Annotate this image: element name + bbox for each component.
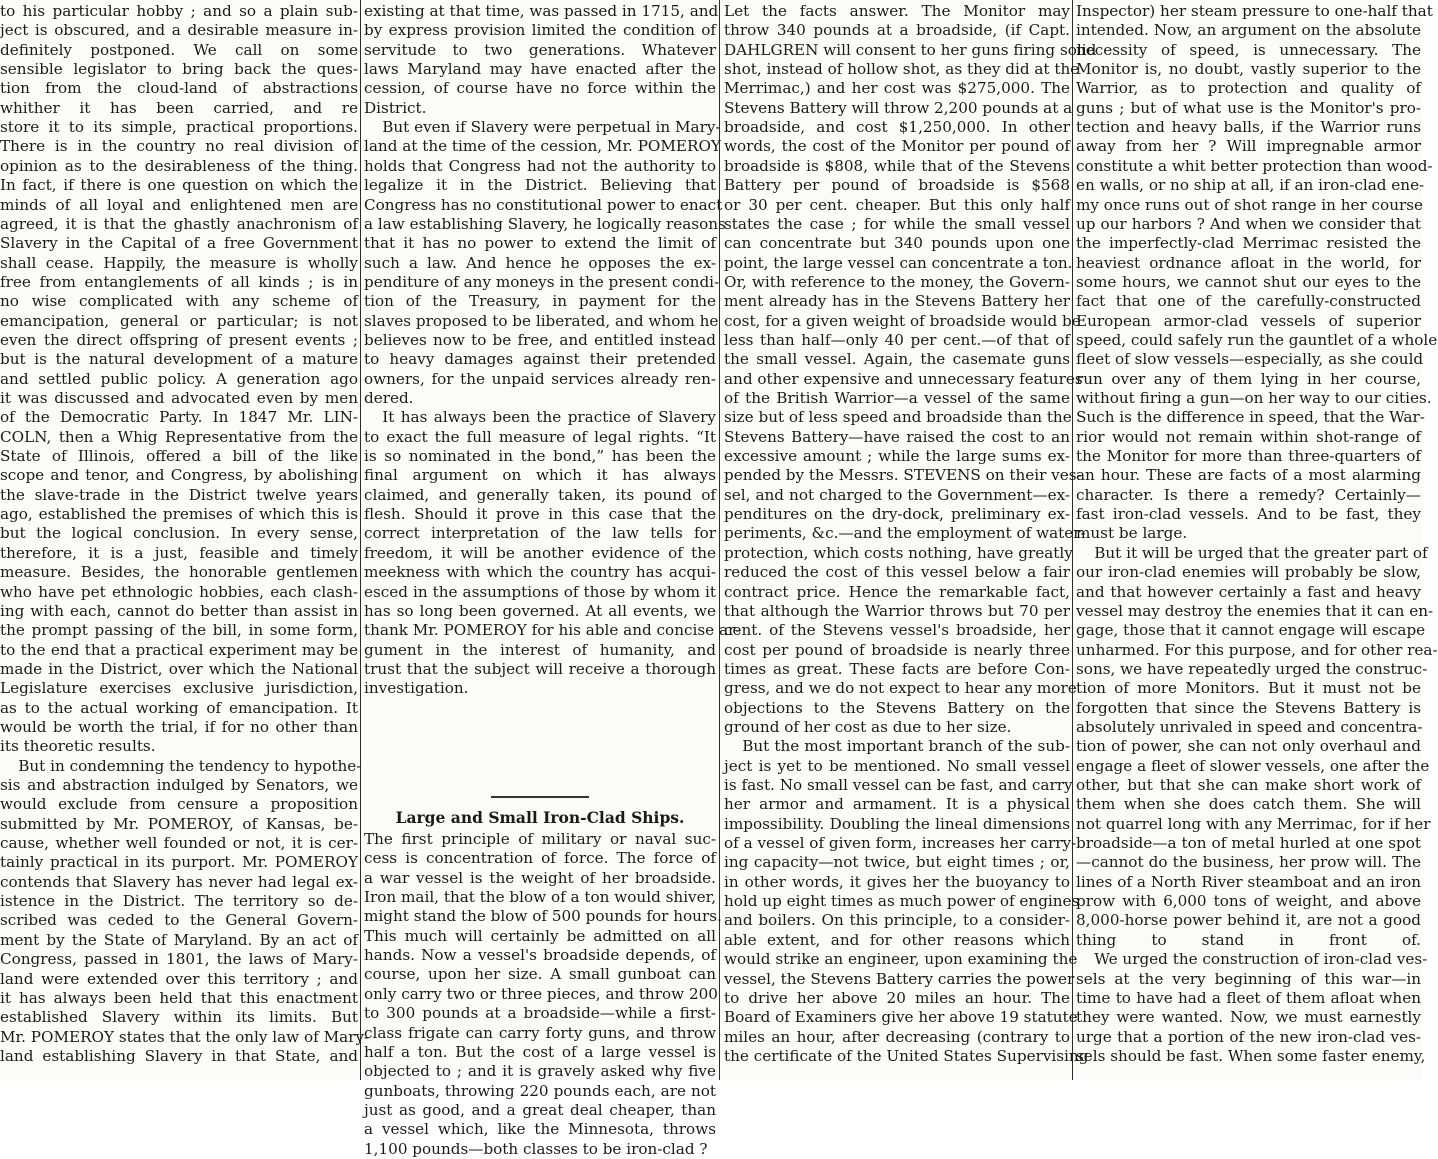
text-line: and that however certainly a fast and heavy xyxy=(1076,582,1421,601)
text-line: just as good, and a great deal cheaper, than xyxy=(364,1100,716,1119)
text-line: meekness with which the country has acqui- xyxy=(364,563,716,582)
text-line: miles an hour, after decreasing (contrary to xyxy=(724,1027,1070,1046)
text-line: agreed, it is that the ghastly anachronism of xyxy=(0,214,358,233)
text-line: The first principle of military or naval suc- xyxy=(364,830,716,848)
text-line: to heavy damages against their pretended xyxy=(364,350,716,369)
text-line: the certificate of the United States Supervising xyxy=(724,1046,1089,1065)
text-line: Or, with reference to the money, the Govern- xyxy=(724,272,1070,291)
text-line: tion of power, she can not only overhaul and xyxy=(1076,737,1421,756)
text-line: has so long been governed. At all events, we xyxy=(364,601,716,620)
text-line: must be large. xyxy=(1076,524,1188,543)
column-3 xyxy=(724,0,1097,1080)
text-line: ject is yet to be mentioned. No small vessel xyxy=(724,756,1070,775)
text-line: freedom, it will be another evidence of the xyxy=(364,543,716,562)
text-line: the small vessel. Again, the casemate guns xyxy=(724,350,1070,369)
text-line: her armor and armament. It is a physical xyxy=(724,795,1070,814)
text-line: throw 340 pounds at a broadside, (if Capt. xyxy=(724,21,1070,40)
text-line: COLN, then a Whig Representative from the xyxy=(0,427,358,446)
text-line: fast iron-clad vessels. And to be fast, they xyxy=(1076,505,1421,524)
text-line: intended. Now, an argument on the absolute xyxy=(1076,21,1421,40)
text-line: opinion as to the desirableness of the thing. xyxy=(0,156,358,175)
text-line: sensible legislator to bring back the ques- xyxy=(0,60,358,79)
text-line: to the end that a practical experiment may be xyxy=(0,640,358,659)
text-line: who have pet ethnologic hobbies, each clash- xyxy=(0,582,358,601)
text-line: esced in the assumptions of those by whom it xyxy=(364,582,716,601)
text-line: to his particular hobby ; and so a plain sub- xyxy=(0,2,358,20)
text-line: tion from the cloud-land of abstractions xyxy=(0,79,358,98)
text-line: urge that a portion of the new iron-clad ves- xyxy=(1076,1027,1421,1046)
text-line: periments, &c.—and the employment of water- xyxy=(724,524,1086,543)
text-line: But even if Slavery were perpetual in Mary- xyxy=(382,118,721,137)
text-line: flesh. Should it prove in this case that the xyxy=(364,505,716,524)
text-line: But the most important branch of the sub- xyxy=(742,737,1070,756)
text-line: broadside, and cost $1,250,000. In other xyxy=(724,118,1070,137)
text-line: character. Is there a remedy? Certainly— xyxy=(1076,485,1421,504)
text-line: submitted by Mr. POMEROY, of Kansas, be- xyxy=(0,814,358,833)
text-line: reduced the cost of this vessel below a fair xyxy=(724,563,1070,582)
text-line: slaves proposed to be liberated, and whom he xyxy=(364,311,719,330)
text-line: dered. xyxy=(364,389,414,407)
text-line: therefore, it is a just, feasible and timely xyxy=(0,543,358,562)
text-line: tion of more Monitors. But it must not be xyxy=(1076,679,1421,698)
text-line: lines of a North River steamboat and an iron xyxy=(1076,872,1421,891)
text-line: shall cease. Happily, the measure is wholly xyxy=(0,253,358,272)
text-line: of the British Warrior—a vessel of the same xyxy=(724,389,1070,407)
text-line: can concentrate but 340 pounds upon one xyxy=(724,234,1070,253)
text-line: land at the time of the cession, Mr. POMEROY xyxy=(364,137,721,156)
text-line: might stand the blow of 500 pounds for hours. xyxy=(364,907,722,926)
text-line: and boilers. On this principle, to a consider- xyxy=(724,911,1070,930)
section-separator xyxy=(491,796,590,798)
text-line: protection, which costs nothing, have greatly xyxy=(724,543,1073,562)
text-line: our iron-clad enemies will probably be slow, xyxy=(1076,563,1421,582)
text-line: minds of all loyal and enlightened men are xyxy=(0,195,358,214)
text-line: engage a fleet of slower vessels, one after the xyxy=(1076,756,1430,775)
text-line: it has always been held that this enactment xyxy=(0,988,358,1007)
text-line: gress, and we do not expect to hear any more xyxy=(724,679,1077,698)
text-line: believes now to be free, and entitled instead xyxy=(364,330,716,349)
text-line: Let the facts answer. The Monitor may xyxy=(724,2,1070,20)
text-line: not quarrel long with any Merrimac, for if her xyxy=(1076,814,1431,833)
text-line: and settled public policy. A generation ago xyxy=(0,369,358,388)
text-line: penditures on the dry-dock, preliminary ex- xyxy=(724,505,1070,524)
text-line: no wise complicated with any scheme of xyxy=(0,292,358,311)
text-line: would exclude from censure a proposition xyxy=(0,795,358,814)
text-line: Congress, passed in 1801, the laws of Mary- xyxy=(0,950,358,969)
text-line: Warrior, as to protection and quality of xyxy=(1076,79,1421,98)
text-line: ment already has in the Stevens Battery her xyxy=(724,292,1070,311)
text-line: But in condemning the tendency to hypothe- xyxy=(18,756,362,775)
text-line: time to have had a fleet of them afloat when xyxy=(1076,988,1421,1007)
text-line: This much will certainly be admitted on all xyxy=(364,926,716,945)
text-line: tainly practical in its purport. Mr. POMEROY xyxy=(0,853,358,872)
text-line: established Slavery within its limits. But xyxy=(0,1008,358,1027)
text-line: ment by the State of Maryland. By an act of xyxy=(0,930,358,949)
text-line: to 300 pounds at a broadside—while a first- xyxy=(364,1004,716,1023)
text-line: sis and abstraction indulged by Senators, we xyxy=(0,776,358,794)
text-line: Board of Examiners give her above 19 statute xyxy=(724,1008,1078,1027)
text-line: sels should be fast. When some faster enemy, xyxy=(1076,1046,1426,1065)
text-line: Stevens Battery—have raised the cost to an xyxy=(724,427,1070,446)
text-line: Mr. POMEROY states that the only law of Mary- xyxy=(0,1027,370,1046)
text-line: en walls, or no ship at all, if an iron-clad ene- xyxy=(1076,176,1425,195)
text-line: to exact the full measure of legal rights. “It xyxy=(364,427,716,446)
text-line: would be worth the trial, if for no other than xyxy=(0,717,358,736)
text-line: without firing a gun—on her way to our cities. xyxy=(1076,389,1432,407)
text-line: But it will be urged that the greater part of xyxy=(1094,543,1428,562)
text-line: point, the large vessel can concentrate a ton. xyxy=(724,253,1073,272)
text-line: cess is concentration of force. The force of xyxy=(364,849,716,868)
text-line: Slavery in the Capital of a free Government xyxy=(0,234,358,253)
text-line: There is in the country no real division of xyxy=(0,137,358,156)
text-line: impossibility. Doubling the lineal dimensions xyxy=(724,814,1070,833)
text-line: store it to its simple, practical proportions. xyxy=(0,118,358,137)
text-line: State of Illinois, offered a bill of the like xyxy=(0,447,358,466)
text-line: In fact, if there is one question on which the xyxy=(0,176,358,195)
text-line: Such is the difference in speed, that the War- xyxy=(1076,408,1425,427)
text-line: correct interpretation of the law tells for xyxy=(364,524,716,543)
text-line: It has always been the practice of Slavery xyxy=(382,408,716,427)
text-line: the imperfectly-clad Merrimac resisted the xyxy=(1076,234,1421,253)
text-line: fact that one of the carefully-constructed xyxy=(1076,292,1421,311)
text-line: a war vessel is the weight of her broadside. xyxy=(364,868,716,887)
text-line: its theoretic results. xyxy=(0,737,156,756)
text-line: objected to ; and it is gravely asked why five xyxy=(364,1062,716,1081)
text-line: servitude to two generations. Whatever xyxy=(364,40,716,59)
text-line: unharmed. For this purpose, and for other rea- xyxy=(1076,640,1438,659)
text-line: class frigate can carry forty guns, and throw xyxy=(364,1023,716,1042)
text-line: laws Maryland may have enacted after the xyxy=(364,60,716,79)
text-line: ject is obscured, and a desirable measure in- xyxy=(0,21,358,40)
text-line: the slave-trade in the District twelve years xyxy=(0,485,358,504)
text-line: Stevens Battery will throw 2,200 pounds at a xyxy=(724,98,1073,117)
text-line: gage, those that it cannot engage will escape xyxy=(1076,621,1426,640)
text-line: gunboats, throwing 220 pounds each, are not xyxy=(364,1081,716,1100)
text-line: tion of the Treasury, in payment for the xyxy=(364,292,716,311)
text-line: Battery per pound of broadside is $568 xyxy=(724,176,1070,195)
text-line: vessel may destroy the enemies that it can en- xyxy=(1076,601,1434,620)
text-line: thing to stand in front of. xyxy=(1076,930,1421,949)
text-line: that although the Warrior throws but 70 per xyxy=(724,601,1070,620)
column-rule xyxy=(360,0,361,1080)
text-line: ago, established the premises of which this is xyxy=(0,505,358,524)
text-line: an hour. These are facts of a most alarming xyxy=(1076,466,1421,485)
text-line: hold up eight times as much power of engines xyxy=(724,892,1080,911)
text-line: claimed, and generally taken, its pound of xyxy=(364,485,716,504)
text-line: land establishing Slavery in that State, and xyxy=(0,1046,358,1065)
text-line: cost per pound of broadside is nearly three xyxy=(724,640,1070,659)
text-line: size but of less speed and broadside than the xyxy=(724,408,1072,427)
text-line: but is the natural development of a mature xyxy=(0,350,358,369)
text-line: broadside is $808, while that of the Stevens xyxy=(724,156,1070,175)
text-line: fleet of slow vessels—especially, as she could xyxy=(1076,350,1424,369)
text-line: measure. Besides, the honorable gentlemen xyxy=(0,563,358,582)
text-line: District. xyxy=(364,98,427,117)
text-line: hands. Now a vessel's broadside depends, of xyxy=(364,946,716,965)
text-line: cession, of course have no force within the xyxy=(364,79,716,98)
text-line: course, upon her size. A small gunboat can xyxy=(364,965,716,984)
text-line: Merrimac,) and her cost was $275,000. The xyxy=(724,79,1070,98)
text-line: Legislature exercises exclusive jurisdiction, xyxy=(0,679,358,698)
text-line: cost, for a given weight of broadside would be xyxy=(724,311,1081,330)
text-line: investigation. xyxy=(364,679,469,698)
text-line: Inspector) her steam pressure to one-half that xyxy=(1076,2,1433,20)
text-line: owners, for the unpaid services already ren- xyxy=(364,369,716,388)
text-line: existing at that time, was passed in 1715, and xyxy=(364,2,719,20)
text-line: words, the cost of the Monitor per pound of xyxy=(724,137,1070,156)
text-line: guns ; but of what use is the Monitor's pro- xyxy=(1076,98,1421,117)
text-line: only carry two or three pieces, and throw 200 xyxy=(364,984,718,1003)
text-line: prow with 6,000 tons of weight, and above xyxy=(1076,892,1421,911)
text-line: is so nominated in the bond,” has been the xyxy=(364,447,716,466)
text-line: We urged the construction of iron-clad ves- xyxy=(1094,950,1428,969)
text-line: the prompt passing of the bill, in some form, xyxy=(0,621,358,640)
text-line: objections to the Stevens Battery on the xyxy=(724,698,1070,717)
text-line: and other expensive and unnecessary features xyxy=(724,369,1083,388)
text-line: istence in the District. The territory so de- xyxy=(0,892,358,911)
text-line: away from her ? Will impregnable armor xyxy=(1076,137,1421,156)
text-line: free from entanglements of all kinds ; is in xyxy=(0,272,358,291)
text-line: Congress has no constitutional power to enact xyxy=(364,195,723,214)
text-line: ing capacity—not twice, but eight times ; or, xyxy=(724,853,1070,872)
text-line: times as great. These facts are before Con- xyxy=(724,659,1070,678)
text-line: vessel, the Stevens Battery carries the power xyxy=(724,969,1075,988)
text-line: as to the actual working of emancipation. It xyxy=(0,698,358,717)
text-line: of a vessel of given form, increases her carry- xyxy=(724,834,1077,853)
text-line: emancipation, general or particular; is not xyxy=(0,311,358,330)
text-line: sel, and not charged to the Government—ex- xyxy=(724,485,1070,504)
text-line: sons, we have repeatedly urged the construc- xyxy=(1076,659,1428,678)
text-line: my once runs out of shot range in her course xyxy=(1076,195,1424,214)
text-line: the Monitor for more than three-quarters of xyxy=(1076,447,1421,466)
text-line: ground of her cost as due to her size. xyxy=(724,717,1012,736)
text-line: speed, could safely run the gauntlet of a whole xyxy=(1076,330,1438,349)
article-heading: Large and Small Iron-Clad Ships. xyxy=(395,808,685,827)
text-line: forgotten that since the Stevens Battery is xyxy=(1076,698,1421,717)
text-line: they were wanted. Now, we must earnestly xyxy=(1076,1008,1421,1027)
text-line: or 30 per cent. cheaper. But this only half xyxy=(724,195,1070,214)
column-2 xyxy=(364,0,741,1158)
text-line: trust that the subject will receive a thorough xyxy=(364,659,716,678)
text-line: whither it has been carried, and re xyxy=(0,98,358,117)
text-line: legalize it in the District. Believing that xyxy=(364,176,716,195)
text-line: by express provision limited the condition of xyxy=(364,21,716,40)
text-line: to drive her above 20 miles an hour. The xyxy=(724,988,1070,1007)
text-line: them when she does catch them. She will xyxy=(1076,795,1421,814)
text-line: less than half—only 40 per cent.—of that of xyxy=(724,330,1070,349)
text-line: heaviest ordnance afloat in the world, for xyxy=(1076,253,1421,272)
text-line: would strike an engineer, upon examining the xyxy=(724,950,1078,969)
text-line: 1,100 pounds—both classes to be iron-clad ? xyxy=(364,1139,708,1158)
text-line: shot, instead of hollow shot, as they did at the xyxy=(724,60,1080,79)
text-line: able extent, and for other reasons which xyxy=(724,930,1070,949)
text-line: rior would not remain within shot-range of xyxy=(1076,427,1421,446)
text-line: DAHLGREN will consent to her guns firing solid xyxy=(724,40,1097,59)
text-line: up our harbors ? And when we consider that xyxy=(1076,214,1421,233)
text-line: final argument on which it has always xyxy=(364,466,716,485)
text-line: contract price. Hence the remarkable fact, xyxy=(724,582,1070,601)
text-line: necessity of speed, is unnecessary. The xyxy=(1076,40,1421,59)
text-line: contends that Slavery has never had legal ex- xyxy=(0,872,358,891)
column-1 xyxy=(0,0,370,1080)
text-line: 8,000-horse power behind it, are not a good xyxy=(1076,911,1421,930)
text-line: half a ton. But the cost of a large vessel is xyxy=(364,1042,716,1061)
text-line: definitely postponed. We call on some xyxy=(0,40,358,59)
text-line: European armor-clad vessels of superior xyxy=(1076,311,1421,330)
text-line: such a law. And hence he opposes the ex- xyxy=(364,253,716,272)
text-line: states the case ; for while the small vessel xyxy=(724,214,1070,233)
text-line: a law establishing Slavery, he logically reasons xyxy=(364,214,726,233)
column-4 xyxy=(1076,0,1438,1080)
text-line: land were extended over this territory ; and xyxy=(0,969,358,988)
text-line: pended by the Messrs. STEVENS on their ves- xyxy=(724,466,1082,485)
text-line: other, but that she can make short work of xyxy=(1076,776,1421,794)
text-line: sels at the very beginning of this war—in xyxy=(1076,969,1421,988)
text-line: some hours, we cannot shut our eyes to the xyxy=(1076,272,1421,291)
text-line: Monitor is, no doubt, vastly superior to the xyxy=(1076,60,1421,79)
text-line: holds that Congress had not the authority to xyxy=(364,156,716,175)
text-line: excessive amount ; while the large sums ex- xyxy=(724,447,1070,466)
text-line: penditure of any moneys in the present condi- xyxy=(364,272,720,291)
text-line: scope and tenor, and Congress, by abolishing xyxy=(0,466,358,485)
text-line: is fast. No small vessel can be fast, and carry xyxy=(724,776,1073,794)
text-line: cent. of the Stevens vessel's broadside, her xyxy=(724,621,1070,640)
text-line: Iron mail, that the blow of a ton would shiver, xyxy=(364,888,717,907)
text-line: a vessel which, like the Minnesota, throws xyxy=(364,1120,716,1139)
text-line: thank Mr. POMEROY for his able and concise ar- xyxy=(364,621,741,640)
text-line: constitute a whit better protection than wood- xyxy=(1076,156,1433,175)
text-line: cause, whether well founded or not, it is cer- xyxy=(0,834,358,853)
text-line: scribed was ceded to the General Govern- xyxy=(0,911,358,930)
text-line: made in the District, over which the National xyxy=(0,659,358,678)
text-line: in other words, it gives her the buoyancy to xyxy=(724,872,1070,891)
text-line: —cannot do the business, her prow will. The xyxy=(1076,853,1421,872)
text-line: broadside—a ton of metal hurled at one spot xyxy=(1076,834,1421,853)
text-line: absolutely unrivaled in speed and concentra- xyxy=(1076,717,1423,736)
text-line: tection and heavy balls, if the Warrior runs xyxy=(1076,118,1421,137)
text-line: of the Democratic Party. In 1847 Mr. LIN- xyxy=(0,408,358,427)
text-line: gument in the interest of humanity, and xyxy=(364,640,716,659)
text-line: that it has no power to extend the limit of xyxy=(364,234,716,253)
text-line: it was discussed and advocated even by men xyxy=(0,389,358,407)
text-line: even the direct offspring of present events ; xyxy=(0,330,358,349)
text-line: run over any of them lying in her course, xyxy=(1076,369,1421,388)
text-line: but the logical conclusion. In every sense, xyxy=(0,524,358,543)
text-line: ing with each, cannot do better than assist in xyxy=(0,601,358,620)
